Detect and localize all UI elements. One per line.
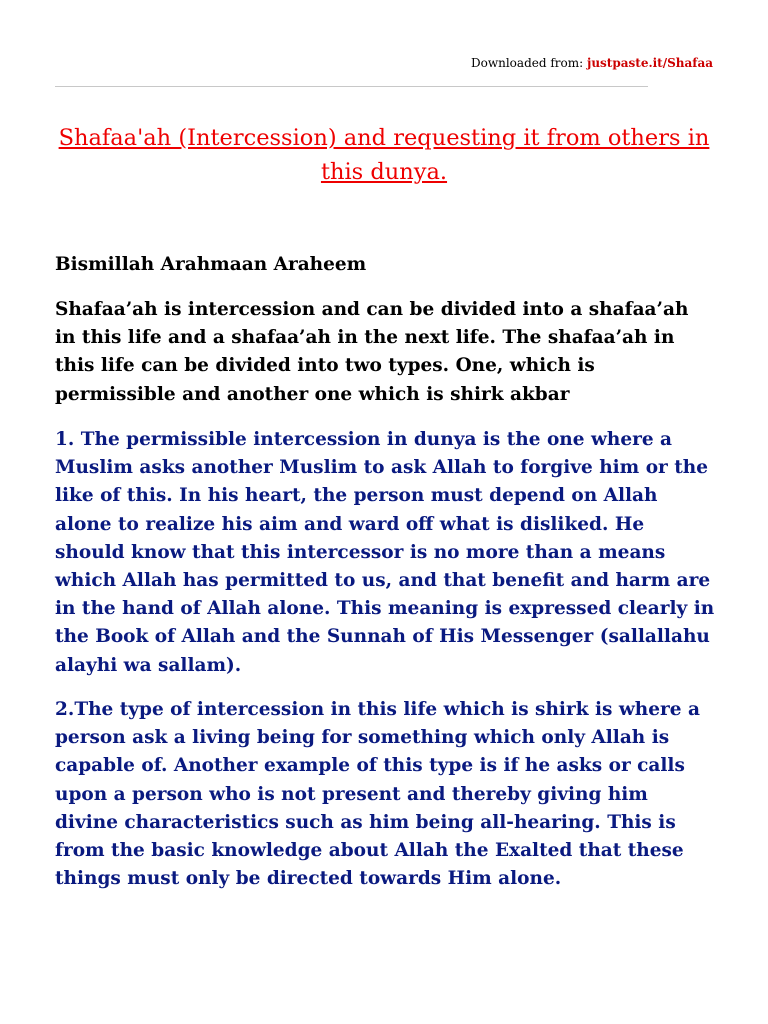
- source-link[interactable]: justpaste.it/Shafaa: [586, 56, 713, 70]
- article-title: Shafaa'ah (Intercession) and requesting it from others in this dunya.: [58, 125, 710, 185]
- source-line: [471, 56, 713, 70]
- greeting-paragraph: Bismillah Arahmaan Araheem: [55, 254, 367, 275]
- intro-paragraph: Shafaa’ah is intercession and can be divided into a shafaa’ah in this life and a shafaa’ah in the next life. The shafaa’ah in this life can be divided into two types. One, which is permissible and another one which is shirk akbar: [55, 299, 689, 405]
- point-one-paragraph: 1. The permissible intercession in dunya is the one where a Muslim asks another Muslim to ask Allah to forgive him or the like of this. In his heart, the person must depend on Allah alone to realize his aim and ward off what is disliked. He should know that this intercessor is no more than a means which Allah has permitted to us, and that benefit and harm are in the hand of Allah alone. This meaning is expressed clearly in the Book of Allah and the Sunnah of His Messenger (sallallahu alayhi wa sallam).: [55, 429, 715, 676]
- downloaded-from-label: Downloaded from:: [471, 56, 587, 70]
- header-divider: [55, 86, 648, 87]
- point-two-paragraph: 2.The type of intercession in this life which is shirk is where a person ask a living being for something which only Allah is capable of. Another example of this type is if he asks or calls upon a person who is not present and thereby giving him divine characteristics such as him being all-hearing. This is from the basic knowledge about Allah the Exalted that these things must only be directed towards Him alone.: [55, 699, 700, 890]
